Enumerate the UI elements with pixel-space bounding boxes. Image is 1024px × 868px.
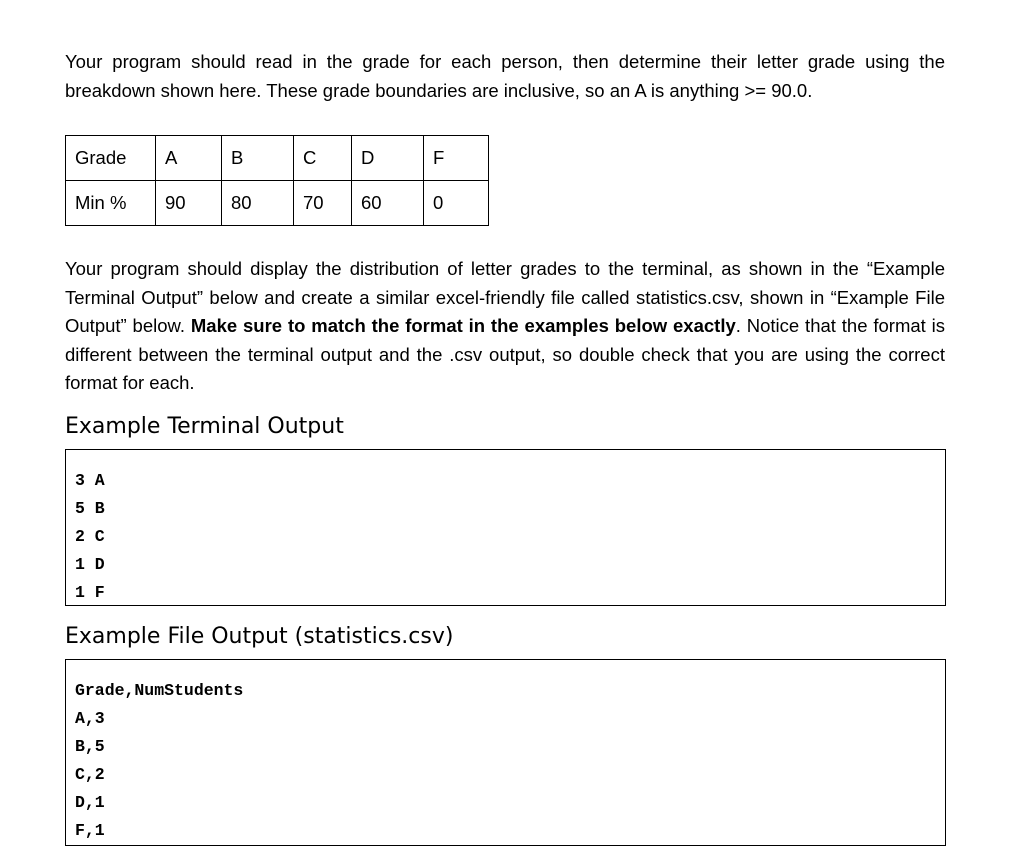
table-cell: Grade xyxy=(66,136,156,181)
code-line: A,3 xyxy=(75,708,105,728)
instructions-paragraph xyxy=(65,255,945,398)
instructions-text-continued: . Notice that the format is different between the terminal output and the .csv output, so double check that you are using the correct format for each. xyxy=(65,315,945,393)
code-line: 3 A xyxy=(75,470,105,490)
table-cell: 70 xyxy=(294,181,352,226)
table-row xyxy=(66,136,489,181)
table-cell: 0 xyxy=(424,181,489,226)
instructions-text: Your program should display the distribution of letter grades to the terminal, as shown in the “Example Terminal Output” below and create a similar excel-friendly file called statistics.csv, shown in “Example File Output” below. xyxy=(65,258,945,336)
table-cell: 60 xyxy=(352,181,424,226)
code-line: 2 C xyxy=(75,526,105,546)
code-line: 5 B xyxy=(75,498,105,518)
table-cell: 80 xyxy=(222,181,294,226)
table-cell: D xyxy=(352,136,424,181)
code-line: D,1 xyxy=(75,792,105,812)
code-line: F,1 xyxy=(75,820,105,840)
table-cell: C xyxy=(294,136,352,181)
table-cell: Min % xyxy=(66,181,156,226)
file-example-heading: Example File Output (statistics.csv) xyxy=(65,623,454,649)
instructions-emphasis: Make sure to match the format in the examples below exactly xyxy=(190,315,736,336)
document-page xyxy=(65,48,945,846)
table-cell: B xyxy=(222,136,294,181)
table-cell: F xyxy=(424,136,489,181)
table-cell: 90 xyxy=(156,181,222,226)
code-line: B,5 xyxy=(75,736,105,756)
terminal-output-box xyxy=(65,449,946,606)
grade-boundaries-table xyxy=(65,135,489,226)
code-line: Grade,NumStudents xyxy=(75,680,244,700)
table-row xyxy=(66,181,489,226)
file-output-box xyxy=(65,659,946,846)
code-line: 1 F xyxy=(75,582,105,602)
code-line: C,2 xyxy=(75,764,105,784)
terminal-example-heading: Example Terminal Output xyxy=(65,413,344,439)
table-cell: A xyxy=(156,136,222,181)
intro-paragraph: Your program should read in the grade for each person, then determine their letter grade using the breakdown shown here. These grade boundaries are inclusive, so an A is anything >= 90.0. xyxy=(65,51,945,101)
code-line: 1 D xyxy=(75,554,105,574)
